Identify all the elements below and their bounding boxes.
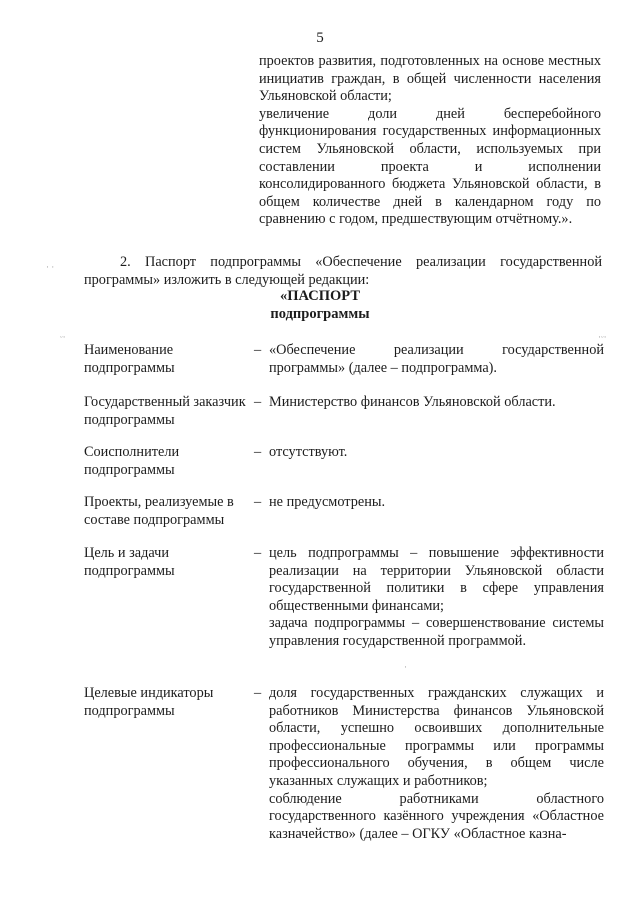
row-label: Государственный заказчик подпрограммы <box>84 394 246 428</box>
row-dash: – <box>254 685 262 701</box>
scan-speck: ᵕ· <box>60 332 66 342</box>
passport-title: «ПАСПОРТ <box>279 288 360 304</box>
page-number: 5 <box>316 30 324 46</box>
scan-speck: ·ᵕ· <box>598 332 607 342</box>
row-label: Соисполнители подпрограммы <box>84 444 180 478</box>
row-value-line: не предусмотрены. <box>269 494 386 510</box>
row-value-line: задача подпрограммы – совершенствование системы управления государственной программой. <box>269 615 604 649</box>
row-value <box>269 685 604 843</box>
row-value <box>269 444 604 462</box>
row-dash: – <box>254 444 262 460</box>
row-dash: – <box>254 342 262 358</box>
row-label: Целевые индикаторы подпрограммы <box>84 685 214 719</box>
row-dash: – <box>254 494 262 510</box>
row-value-line: Министерство финансов Ульяновской области. <box>269 394 556 410</box>
scan-speck: · <box>404 662 407 672</box>
row-value <box>269 394 604 412</box>
continuation-line-2: увеличение доли дней бесперебойного функционирования государственных информационных систем Ульяновской области, используемых при составлении проекта и исполнении консолидированного бюджета Ульяновской области, в общем количестве дней в календарном году по сравнению с годом, предшествующим отчётному.». <box>259 105 601 228</box>
row-value-line: доля государственных гражданских служащих и работников Министерства финансов Ульяновской области, успешно освоивших дополнительные профессиональные программы или программы профессионального обучения, в общем числе указанных служащих и работников; <box>269 685 604 789</box>
passport-subtitle: подпрограммы <box>270 306 370 322</box>
row-label: Наименование подпрограммы <box>84 342 175 376</box>
row-label: Проекты, реализуемые в составе подпрограммы <box>84 494 234 528</box>
row-label: Цель и задачи подпрограммы <box>84 545 175 579</box>
row-value-line: соблюдение работниками областного государственного казённого учреждения «Областное казначейство» (далее – ОГКУ «Областное казна- <box>269 790 604 842</box>
row-dash: – <box>254 545 262 561</box>
item-2-paragraph: 2. Паспорт подпрограммы «Обеспечение реализации государственной программы» изложить в следующей редакции: <box>84 254 602 288</box>
row-value-line: «Обеспечение реализации государственной программы» (далее – подпрограмма). <box>269 342 604 376</box>
row-dash: – <box>254 394 262 410</box>
row-value <box>269 545 604 651</box>
scan-speck: · · <box>46 262 55 272</box>
continuation-text <box>259 53 601 229</box>
row-value <box>269 494 604 512</box>
row-value <box>269 342 604 377</box>
row-value-line: отсутствуют. <box>269 444 348 460</box>
continuation-line-1: проектов развития, подготовленных на основе местных инициатив граждан, в общей численности населения Ульяновской области; <box>259 53 601 105</box>
row-value-line: цель подпрограммы – повышение эффективности реализации на территории Ульяновской области государственной политики в сфере управления общественными финансами; <box>269 545 604 614</box>
